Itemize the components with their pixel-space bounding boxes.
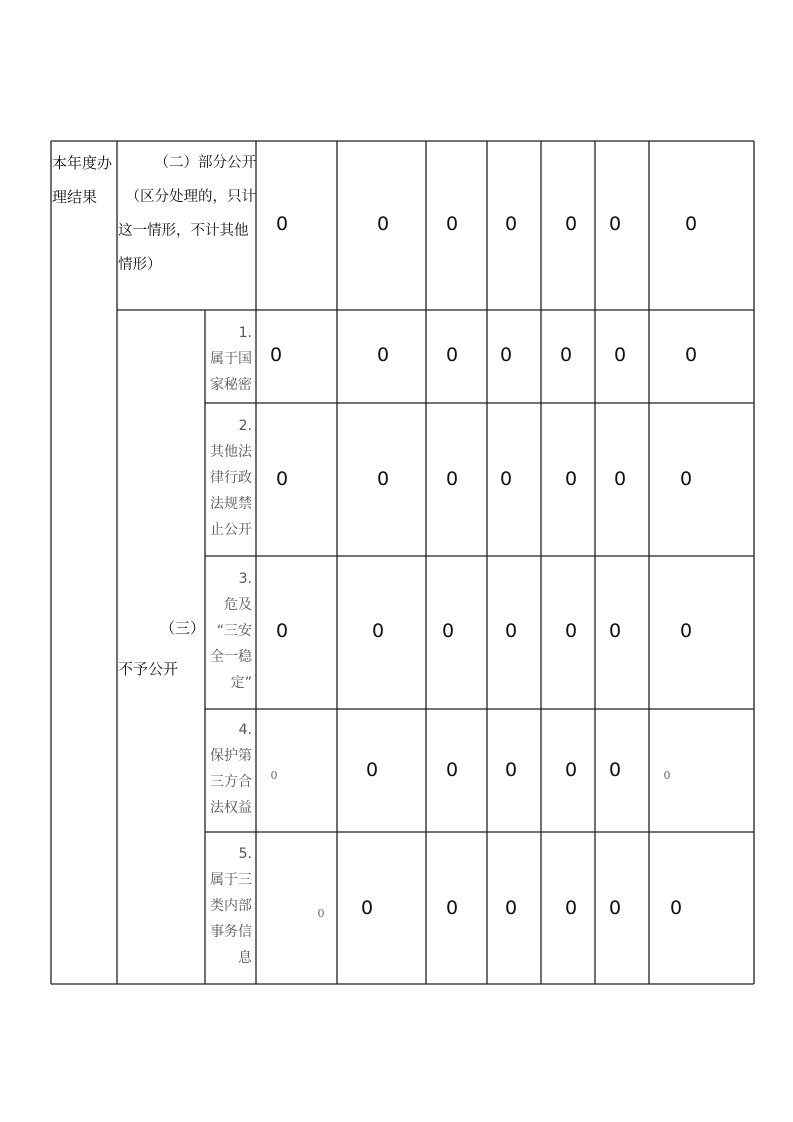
- table-cell: 0: [679, 468, 693, 490]
- row-group-label-line: 理结果: [52, 188, 98, 206]
- table-cell: 0: [275, 213, 289, 235]
- table-cell: 0: [445, 344, 459, 366]
- table-cell: 0: [445, 468, 459, 490]
- table-cell: 0: [499, 468, 513, 490]
- label-line: （区分处理的，只计: [125, 189, 256, 205]
- label-line: （二）部分公开: [154, 155, 256, 171]
- table-cell: 0: [608, 897, 622, 919]
- table-cell: 0: [608, 213, 622, 235]
- subrow-label-internal-affairs: 5. 属于三 类内部 事务信 息: [210, 846, 252, 966]
- table-cell: 0: [445, 897, 459, 919]
- table-cell: 0: [679, 620, 693, 642]
- table-cell: 0: [504, 213, 518, 235]
- subrow-label-law-prohibited: 2. 其他法 律行政 法规禁 止公开: [210, 418, 252, 538]
- table-cell: 0: [669, 897, 683, 919]
- table-cell: 0: [269, 344, 283, 366]
- table-cell: 0: [445, 759, 459, 781]
- partial-disclosure-label: [118, 146, 256, 282]
- table-cell: 0: [613, 344, 627, 366]
- table-cell: 0: [376, 213, 390, 235]
- table-cell: 0: [559, 344, 573, 366]
- label-line: 这一情形，不计其他: [118, 223, 249, 239]
- label-line: 情形）: [118, 257, 162, 273]
- subrow-label-state-secret: 1. 属于国 家秘密: [210, 325, 252, 393]
- table-cell: 0: [608, 620, 622, 642]
- withheld-label-prefix: （三）: [160, 619, 206, 637]
- table-cell: 0: [499, 344, 513, 366]
- table-cell: 0: [564, 213, 578, 235]
- table-cell: 0: [317, 907, 325, 920]
- table-cell: 0: [360, 897, 374, 919]
- table-cell: 0: [684, 213, 698, 235]
- table-cell: 0: [564, 897, 578, 919]
- table-cell: 0: [376, 468, 390, 490]
- table-cell: 0: [371, 620, 385, 642]
- table-cell: 0: [270, 769, 278, 782]
- subrow-label-third-party: 4. 保护第 三方合 法权益: [210, 722, 252, 816]
- table-cell: 0: [365, 759, 379, 781]
- table-cell: 0: [684, 344, 698, 366]
- table-cell: 0: [275, 620, 289, 642]
- table-cell: 0: [275, 468, 289, 490]
- row-group-label: [52, 146, 112, 214]
- table-cell: 0: [504, 620, 518, 642]
- subrow-label-three-safeties: 3. 危及 “三安 全一稳 定”: [210, 571, 252, 691]
- row-group-label-line: 本年度办: [52, 154, 113, 172]
- table-cell: 0: [564, 759, 578, 781]
- table-cell: 0: [504, 897, 518, 919]
- table-cell: 0: [564, 620, 578, 642]
- table-cell: 0: [504, 759, 518, 781]
- table-cell: 0: [608, 759, 622, 781]
- table-cell: 0: [445, 213, 459, 235]
- withheld-label: 不予公开: [118, 660, 179, 678]
- table-cell: 0: [663, 769, 671, 782]
- table-cell: 0: [376, 344, 390, 366]
- table-cell: 0: [441, 620, 455, 642]
- table-cell: 0: [613, 468, 627, 490]
- table-cell: 0: [564, 468, 578, 490]
